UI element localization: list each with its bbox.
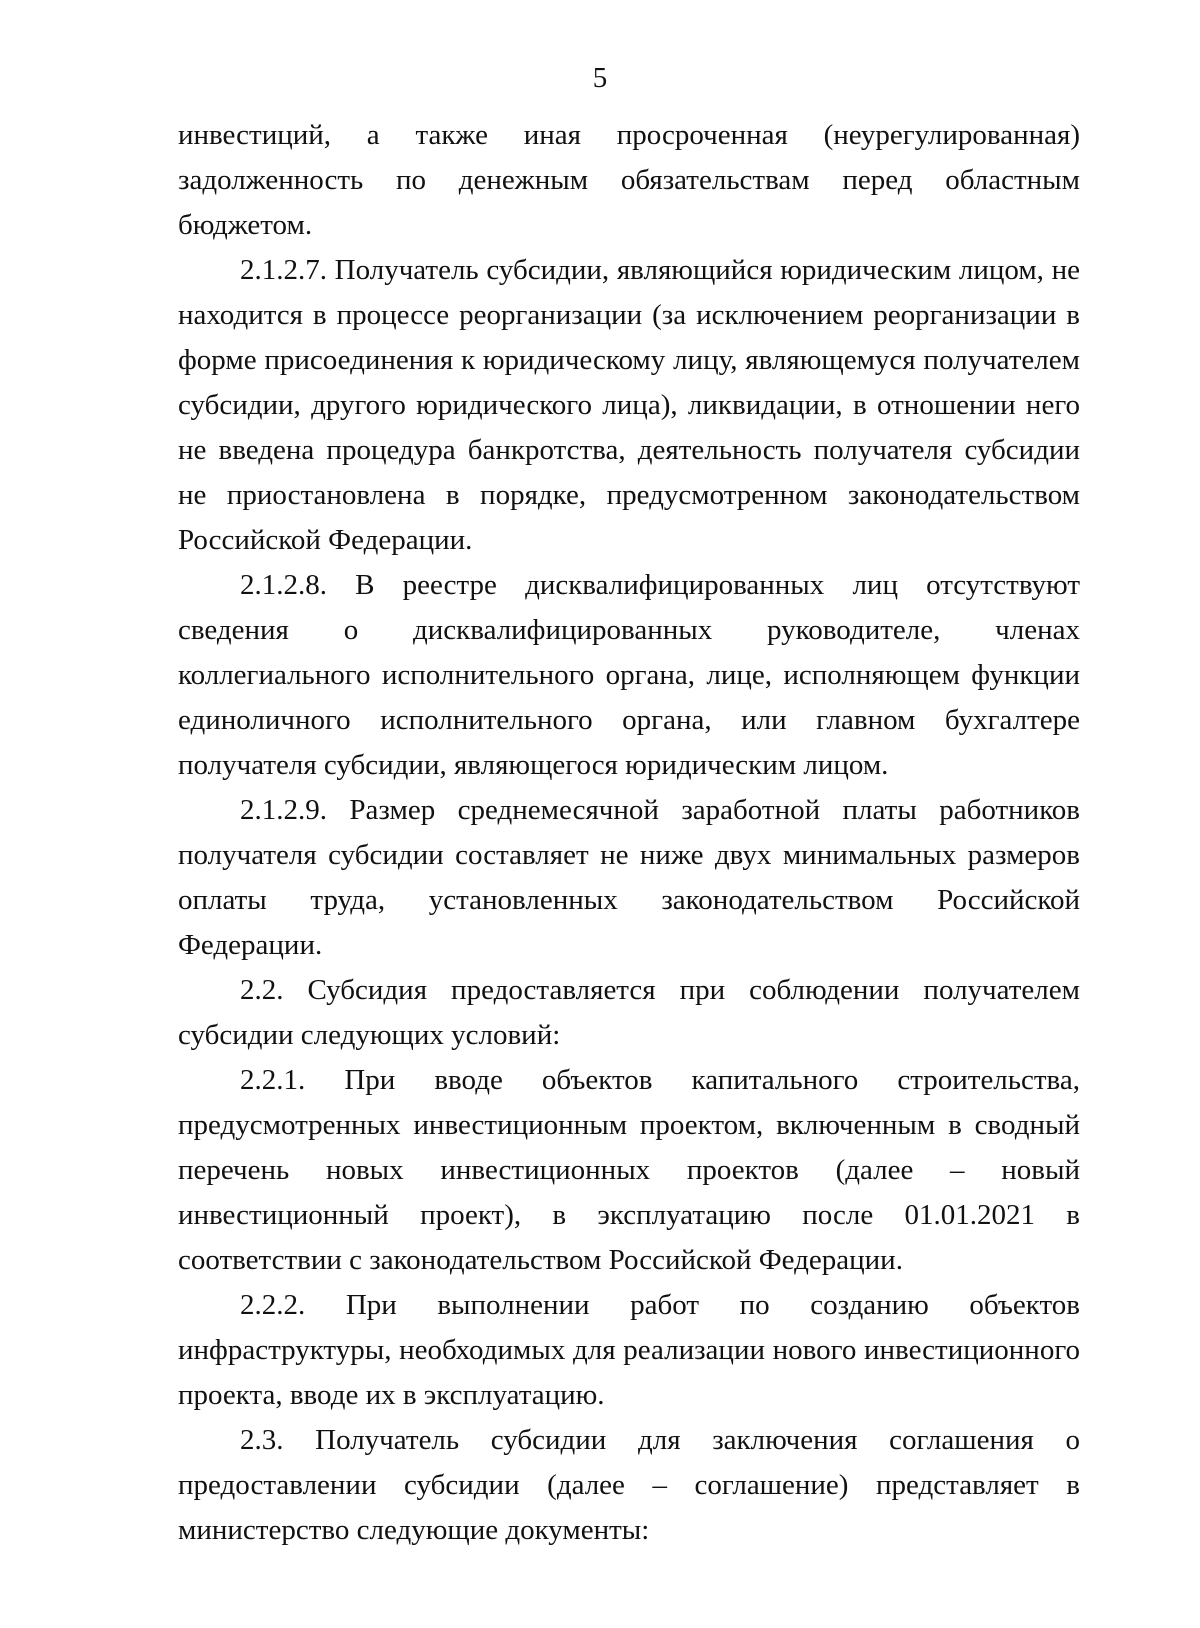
paragraph-2-2-2: 2.2.2. При выполнении работ по созданию объектов инфраструктуры, необходимых для реализации нового инвестиционного проекта, вводе их в эксплуатацию. (178, 1289, 1080, 1411)
page-number: 5 (592, 62, 608, 94)
paragraph-2-1-2-9: 2.1.2.9. Размер среднемесячной заработной платы работников получателя субсидии составляет не ниже двух минимальных размеров оплаты труда, установленных законодательством Российской Федерации. (178, 794, 1080, 961)
paragraph-2-2-1: 2.2.1. При вводе объектов капитального строительства, предусмотренных инвестиционным проектом, включенным в сводный перечень новых инвестиционных проектов (далее – новый инвестиционный проект), в эксплуатацию после 01.01.2021 в соответствии с законодательством Российской Федерации. (178, 1064, 1080, 1276)
paragraph-2-2: 2.2. Субсидия предоставляется при соблюдении получателем субсидии следующих условий: (178, 974, 1080, 1051)
document-body (178, 113, 1080, 1553)
paragraph-continuation: инвестиций, а также иная просроченная (неурегулированная) задолженность по денежным обязательствам перед областным бюджетом. (178, 119, 1080, 241)
paragraph-2-1-2-8: 2.1.2.8. В реестре дисквалифицированных лиц отсутствуют сведения о дисквалифицированных руководителе, членах коллегиального исполнительного органа, лице, исполняющем функции единоличного исполнительного органа, или главном бухгалтере получателя субсидии, являющегося юридическим лицом. (178, 569, 1080, 781)
paragraph-2-1-2-7: 2.1.2.7. Получатель субсидии, являющийся юридическим лицом, не находится в процессе реорганизации (за исключением реорганизации в форме присоединения к юридическому лицу, являющемуся получателем субсидии, другого юридического лица), ликвидации, в отношении него не введена процедура банкротства, деятельность получателя субсидии не приостановлена в порядке, предусмотренном законодательством Российской Федерации. (178, 254, 1080, 556)
paragraph-2-3: 2.3. Получатель субсидии для заключения соглашения о предоставлении субсидии (далее – соглашение) представляет в министерство следующие документы: (178, 1424, 1080, 1546)
